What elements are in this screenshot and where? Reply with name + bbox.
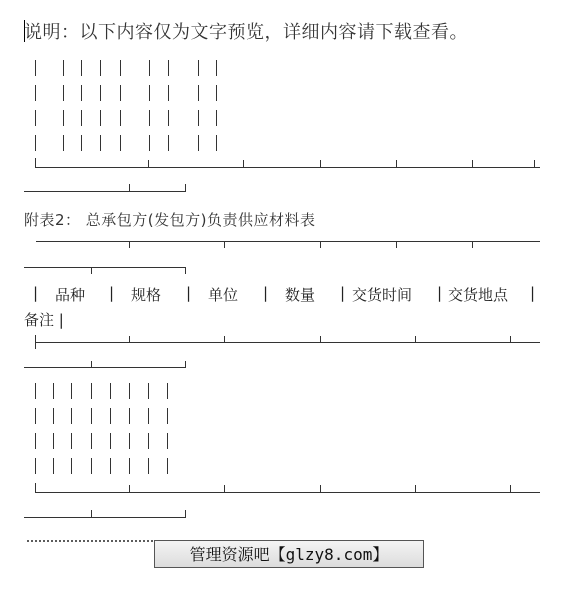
grid-bar — [71, 383, 72, 399]
grid-bar — [35, 110, 36, 126]
grid-bar — [63, 135, 64, 151]
grid-bar — [35, 135, 36, 151]
grid-bar — [100, 85, 101, 101]
grid-bar — [91, 458, 92, 474]
source-link-button[interactable]: 管理资源吧【glzy8.com】 — [154, 540, 424, 568]
grid-bar — [148, 408, 149, 424]
grid-bar — [198, 85, 199, 101]
grid-bar — [71, 433, 72, 449]
header-bottom-subrule — [24, 367, 186, 368]
header-bottom-rule — [36, 342, 540, 343]
rule-tick — [396, 241, 397, 248]
rule-tick — [148, 160, 149, 167]
rule-tick — [224, 241, 225, 248]
grid-bar — [35, 408, 36, 424]
grid-bar — [81, 60, 82, 76]
grid-bar — [149, 85, 150, 101]
grid-bar — [91, 408, 92, 424]
grid-bar — [35, 433, 36, 449]
grid-bar — [71, 458, 72, 474]
grid-bar — [198, 60, 199, 76]
grid-bar — [167, 433, 168, 449]
grid-bar — [110, 458, 111, 474]
grid-bar — [35, 60, 36, 76]
grid-bar — [100, 135, 101, 151]
column-header: 交货时间 — [352, 286, 413, 304]
rule-tick — [472, 160, 473, 167]
rule-tick — [320, 160, 321, 167]
grid-bar — [100, 60, 101, 76]
rule-tick — [129, 336, 130, 343]
cell-separator: | — [33, 284, 39, 302]
grid-bar — [63, 110, 64, 126]
grid-bar — [110, 408, 111, 424]
grid-bar — [110, 383, 111, 399]
rule-tick — [510, 485, 511, 492]
rule-tick — [224, 336, 225, 343]
rule-tick — [243, 160, 244, 167]
grid-bar — [167, 408, 168, 424]
grid-bar — [149, 110, 150, 126]
rule-tick — [510, 336, 511, 343]
remarks-label: 备注 — [24, 311, 55, 329]
rule-tick — [472, 241, 473, 248]
rule-tick — [320, 485, 321, 492]
column-header: 数量 — [285, 286, 316, 304]
grid-bar — [81, 135, 82, 151]
grid-bar — [149, 60, 150, 76]
grid-bar — [168, 135, 169, 151]
grid-bar — [148, 383, 149, 399]
grid-bar — [198, 110, 199, 126]
grid-rule — [24, 517, 186, 518]
grid-bar — [216, 85, 217, 101]
grid-bar — [53, 383, 54, 399]
grid-bar — [35, 335, 36, 349]
grid-bar — [120, 135, 121, 151]
grid-bar — [63, 85, 64, 101]
grid-bar — [63, 60, 64, 76]
grid-bar — [129, 458, 130, 474]
rule-tick — [129, 241, 130, 248]
grid-bar — [216, 60, 217, 76]
rule-tick — [320, 336, 321, 343]
column-header-remarks: 备注 | — [24, 311, 64, 329]
grid-bar — [129, 383, 130, 399]
rule-tick — [320, 241, 321, 248]
grid-bar — [148, 458, 149, 474]
grid-bar — [35, 383, 36, 399]
table-title: 附表2： 总承包方(发包方)负责供应材料表 — [24, 211, 316, 229]
grid-bar — [168, 110, 169, 126]
grid-bar — [91, 433, 92, 449]
grid-bar — [100, 110, 101, 126]
grid-rule — [24, 191, 186, 192]
column-header: 品种 — [55, 286, 86, 304]
grid-bar — [81, 85, 82, 101]
grid-bar — [149, 135, 150, 151]
dotted-leader — [26, 539, 156, 545]
grid-bar — [35, 458, 36, 474]
grid-bar — [167, 458, 168, 474]
grid-bar — [168, 85, 169, 101]
rule-tick — [534, 160, 535, 167]
column-header: 规格 — [131, 286, 162, 304]
preview-notice: 说明：以下内容仅为文字预览，详细内容请下载查看。 — [24, 22, 468, 43]
rule-tick — [396, 160, 397, 167]
grid-bar — [148, 433, 149, 449]
grid-bar — [91, 383, 92, 399]
cell-separator: | — [530, 284, 536, 302]
rule-tick — [129, 184, 130, 191]
grid-bar — [216, 135, 217, 151]
rule-tick — [185, 184, 186, 191]
table-top-subrule — [24, 267, 186, 268]
cell-separator: | — [109, 284, 115, 302]
rule-tick — [129, 485, 130, 492]
grid-bar — [120, 110, 121, 126]
grid-bar — [168, 60, 169, 76]
grid-bar — [167, 383, 168, 399]
grid-bar — [198, 135, 199, 151]
grid-rule — [36, 167, 540, 168]
column-header: 单位 — [208, 286, 239, 304]
grid-bar — [35, 483, 36, 493]
grid-bar — [53, 408, 54, 424]
rule-tick — [91, 267, 92, 274]
grid-bar — [120, 60, 121, 76]
cell-separator: | — [340, 284, 346, 302]
grid-bar — [216, 110, 217, 126]
grid-bar — [53, 433, 54, 449]
grid-bar — [35, 85, 36, 101]
grid-bar — [110, 433, 111, 449]
grid-bar — [35, 158, 36, 168]
grid-rule — [36, 492, 540, 493]
column-header: 交货地点 — [448, 286, 509, 304]
rule-tick — [415, 485, 416, 492]
cell-separator: | — [437, 284, 443, 302]
cell-separator: | — [186, 284, 192, 302]
grid-bar — [53, 458, 54, 474]
rule-tick — [224, 485, 225, 492]
rule-tick — [415, 336, 416, 343]
rule-tick — [91, 510, 92, 517]
cell-separator: | — [263, 284, 269, 302]
grid-bar — [71, 408, 72, 424]
rule-tick — [91, 361, 92, 368]
grid-bar — [129, 433, 130, 449]
table-top-rule — [36, 241, 540, 242]
grid-bar — [129, 408, 130, 424]
rule-tick — [185, 361, 186, 368]
grid-bar — [120, 85, 121, 101]
rule-tick — [185, 510, 186, 517]
grid-bar — [81, 110, 82, 126]
rule-tick — [185, 267, 186, 274]
